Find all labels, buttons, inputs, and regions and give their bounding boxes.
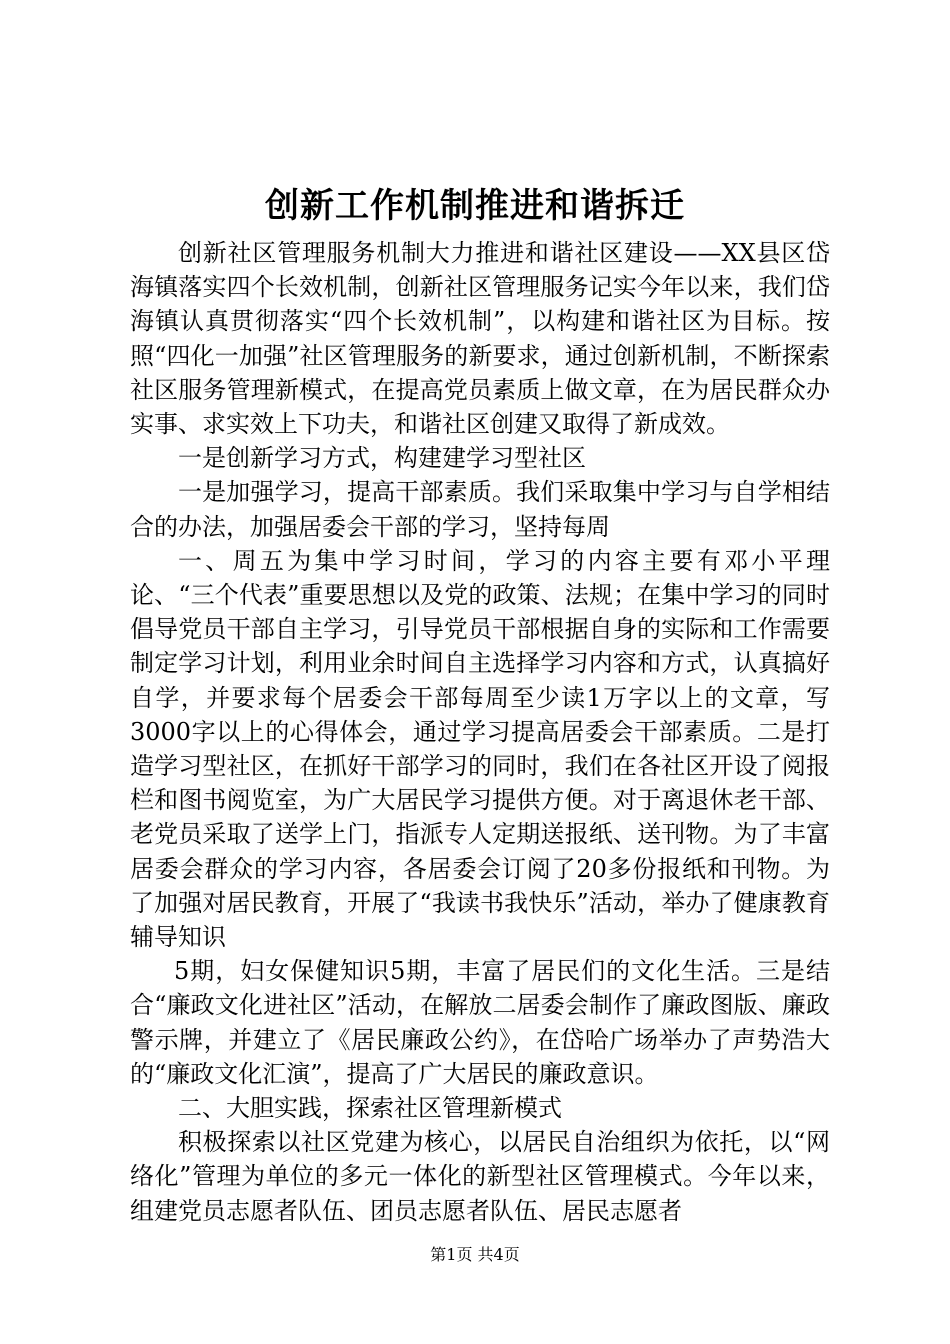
paragraph-study-detail: 一、周五为集中学习时间，学习的内容主要有邓小平理论、“三个代表”重要思想以及党的政策、法规；在集中学习的同时倡导党员干部自主学习，引导党员干部根据自身的实际和工作需要制定学习计划，利用业余时间自主选择学习内容和方式，认真搞好自学，并要求每个居委会干部每周至少读1万字以上的文章，写3000字以上的心得体会，通过学习提高居委会干部素质。二是打造学习型社区，在抓好干部学习的同时，我们在各社区开设了阅报栏和图书阅览室，为广大居民学习提供方便。对于离退休老干部、老党员采取了送学上门，指派专人定期送报纸、送刊物。为了丰富居委会群众的学习内容，各居委会订阅了20多份报纸和刊物。为了加强对居民教育，开展了“我读书我快乐”活动，举办了健康教育辅导知识 — [130, 546, 830, 952]
paragraph-study: 一是加强学习，提高干部素质。我们采取集中学习与自学相结合的办法，加强居委会干部的学习，坚持每周 — [130, 478, 830, 541]
document-body — [130, 236, 830, 1228]
document-title: 创新工作机制推进和谐拆迁 — [265, 186, 685, 226]
paragraph-culture: 5期，妇女保健知识5期，丰富了居民们的文化生活。三是结合“廉政文化进社区”活动，在解放二居委会制作了廉政图版、廉政警示牌，并建立了《居民廉政公约》，在岱哈广场举办了声势浩大的“廉政文化汇演”，提高了广大居民的廉政意识。 — [130, 957, 830, 1088]
paragraph-heading-1: 一是创新学习方式，构建建学习型社区 — [178, 444, 586, 473]
page-footer: 第1页 共4页 — [430, 1245, 520, 1264]
paragraph-heading-2: 二、大胆实践，探索社区管理新模式 — [178, 1094, 562, 1123]
paragraph-intro: 创新社区管理服务机制大力推进和谐社区建设——XX县区岱海镇落实四个长效机制，创新社区管理服务记实今年以来，我们岱海镇认真贯彻落实“四个长效机制”，以构建和谐社区为目标。按照“四化一加强”社区管理服务的新要求，通过创新机制，不断探索社区服务管理新模式，在提高党员素质上做文章，在为居民群众办实事、求实效上下功夫，和谐社区创建又取得了新成效。 — [130, 239, 830, 439]
paragraph-management: 积极探索以社区党建为核心，以居民自治组织为依托，以“网络化”管理为单位的多元一体化的新型社区管理模式。今年以来，组建党员志愿者队伍、团员志愿者队伍、居民志愿者 — [130, 1128, 830, 1225]
